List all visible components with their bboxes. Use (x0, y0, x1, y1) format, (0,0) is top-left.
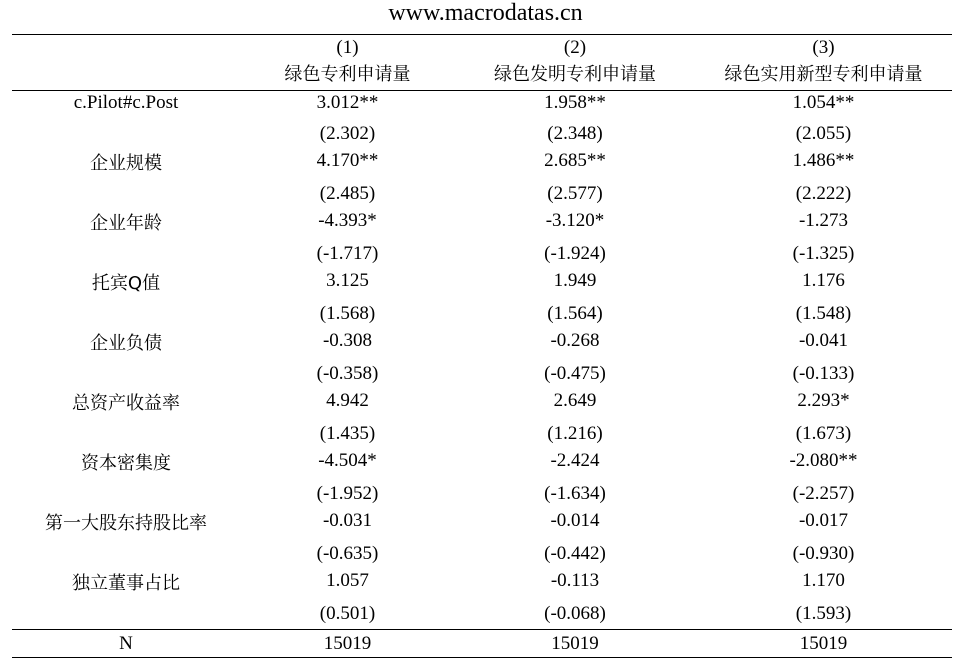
se-row (12, 119, 952, 149)
coef-cell: 4.170** (316, 150, 379, 171)
se-row (12, 239, 952, 269)
se-cell: (-0.068) (544, 603, 606, 624)
se-cell: (-1.924) (544, 243, 606, 264)
coef-cell: 3.125 (326, 270, 369, 291)
se-row (12, 299, 952, 329)
se-cell: (1.593) (795, 603, 852, 624)
coef-cell: -4.504* (318, 450, 377, 471)
variable-name: 独立董事占比 (72, 573, 180, 594)
se-row (12, 359, 952, 389)
coef-cell: -0.041 (798, 330, 849, 351)
observations-value: 15019 (455, 630, 695, 658)
coef-row (12, 209, 952, 239)
variable-name: 资本密集度 (81, 453, 171, 474)
se-row (12, 419, 952, 449)
coef-cell: -2.424 (550, 450, 600, 471)
coef-row (12, 509, 952, 539)
se-cell: (-0.358) (316, 363, 379, 384)
coef-cell: 2.649 (553, 390, 597, 411)
coef-cell: -0.268 (550, 330, 600, 351)
watermark-title: www.macrodatas.cn (388, 0, 583, 26)
se-cell: (2.577) (547, 183, 603, 204)
coef-cell: 1.057 (326, 570, 369, 591)
coef-row (12, 569, 952, 599)
coef-cell: 2.293* (797, 390, 850, 411)
se-cell: (2.222) (795, 183, 852, 204)
coef-cell: -2.080** (789, 450, 858, 471)
observations-value: 15019 (240, 630, 455, 658)
coef-cell: 1.949 (553, 270, 597, 291)
se-cell: (-0.133) (792, 363, 855, 384)
coef-cell: -0.031 (322, 510, 373, 531)
observations-label: N (12, 630, 240, 658)
regression-table (12, 34, 952, 658)
variable-name: c.Pilot#c.Post (12, 91, 240, 120)
variable-name: 总资产收益率 (72, 393, 180, 414)
coef-cell: 1.176 (802, 270, 845, 291)
coef-cell: -0.308 (322, 330, 373, 351)
coef-row (12, 149, 952, 179)
variable-name: 企业负债 (90, 333, 162, 354)
se-cell: (2.348) (547, 123, 603, 144)
se-cell: (0.501) (319, 603, 376, 624)
coef-cell: -0.014 (550, 510, 600, 531)
se-row (12, 599, 952, 630)
se-row (12, 479, 952, 509)
column-label: 绿色实用新型专利申请量 (724, 64, 923, 85)
se-cell: (2.485) (319, 183, 376, 204)
se-cell: (1.548) (795, 303, 852, 324)
coef-cell: 1.170 (802, 570, 845, 591)
se-cell: (-1.717) (316, 243, 379, 264)
column-label-row (12, 60, 952, 91)
se-cell: (-0.635) (316, 543, 379, 564)
coef-cell: 1.486** (792, 150, 855, 171)
variable-name: 企业年龄 (90, 213, 162, 234)
se-cell: (-1.634) (544, 483, 606, 504)
variable-name: 托宾Q值 (91, 273, 161, 294)
variable-name: 第一大股东持股比率 (45, 513, 207, 534)
column-label: 绿色专利申请量 (284, 64, 411, 85)
coef-cell: -3.120* (545, 210, 605, 231)
se-cell: (-2.257) (792, 483, 855, 504)
coef-cell: 4.942 (326, 390, 369, 411)
se-cell: (1.564) (547, 303, 603, 324)
coef-cell: -4.393* (318, 210, 377, 231)
coef-row (12, 91, 952, 120)
coef-cell: -0.017 (798, 510, 849, 531)
coef-cell: 2.685** (544, 150, 606, 171)
se-cell: (1.435) (319, 423, 376, 444)
se-cell: (-0.475) (544, 363, 606, 384)
header-blank (12, 60, 240, 91)
coef-cell: -1.273 (798, 210, 849, 231)
column-label: 绿色发明专利申请量 (494, 64, 656, 85)
observations-value: 15019 (695, 630, 952, 658)
coef-cell: 1.054** (695, 91, 952, 120)
coef-cell: -0.113 (550, 570, 600, 591)
header-blank (12, 35, 240, 61)
column-number: (3) (695, 35, 952, 61)
se-cell: (2.055) (795, 123, 852, 144)
se-cell: (-1.952) (316, 483, 379, 504)
variable-name: 企业规模 (90, 153, 162, 174)
se-cell: (-1.325) (792, 243, 855, 264)
se-cell: (-0.930) (792, 543, 855, 564)
se-cell: (1.673) (795, 423, 852, 444)
coef-row (12, 269, 952, 299)
se-cell: (1.568) (319, 303, 376, 324)
column-number: (1) (240, 35, 455, 61)
se-cell: (-0.442) (544, 543, 606, 564)
coef-row (12, 329, 952, 359)
coef-row (12, 449, 952, 479)
se-row (12, 539, 952, 569)
se-row (12, 179, 952, 209)
se-cell: (1.216) (547, 423, 603, 444)
coef-row (12, 389, 952, 419)
column-number-row (12, 35, 952, 61)
se-cell: (2.302) (319, 123, 376, 144)
coef-cell: 1.958** (455, 91, 695, 120)
column-number: (2) (455, 35, 695, 61)
coef-cell: 3.012** (240, 91, 455, 120)
observations-row (12, 630, 952, 658)
